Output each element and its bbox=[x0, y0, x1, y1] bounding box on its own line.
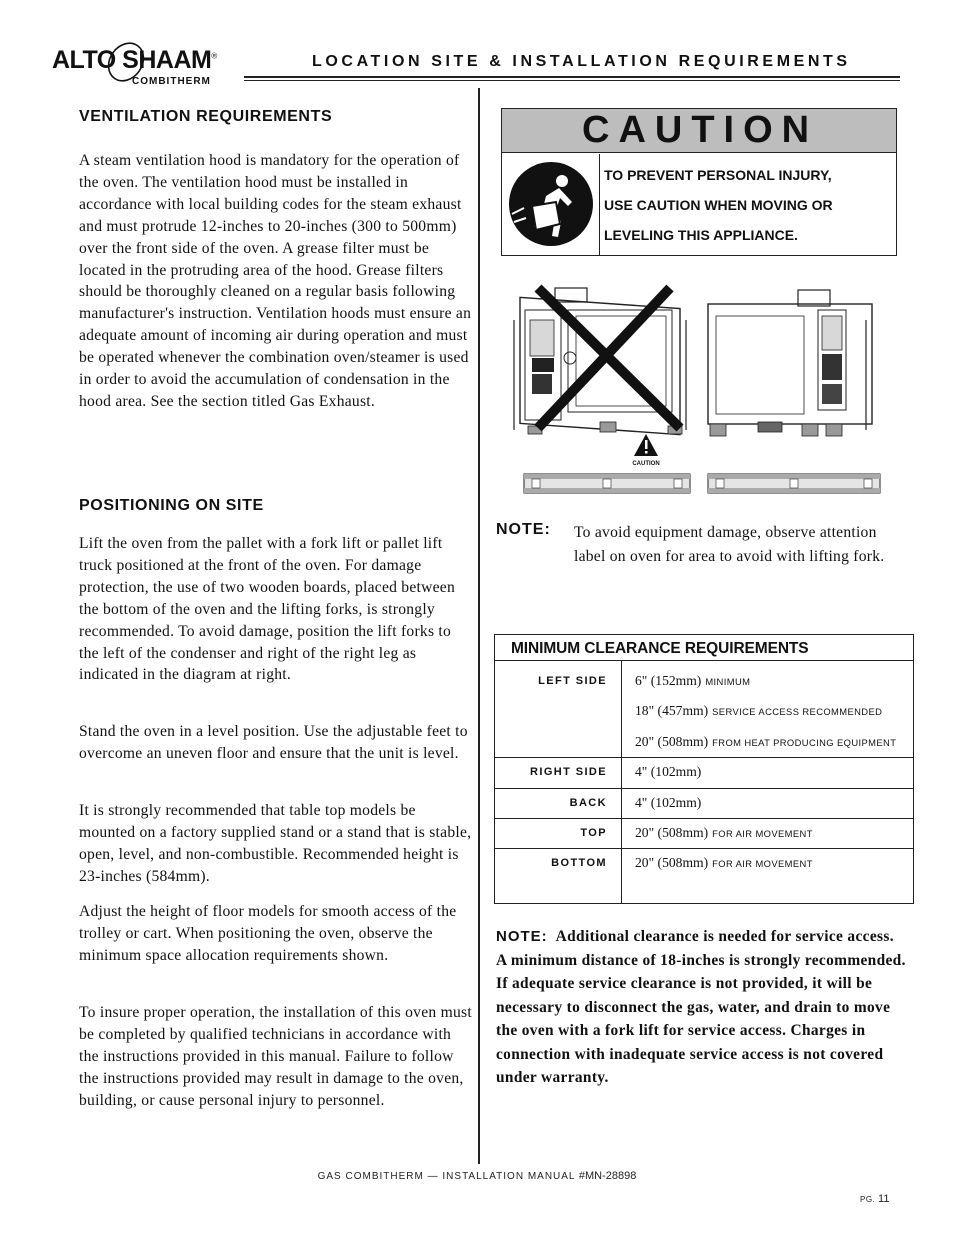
header-rule bbox=[244, 76, 900, 78]
row-label-right-side: RIGHT SIDE bbox=[530, 766, 607, 778]
positioning-paragraph-3: It is strongly recommended that table top models be mounted on a factory supplied stand or a stand that is stable, open, level, and non-combustible. Recommended height is 23-inches (584mm). bbox=[79, 802, 472, 885]
ventilation-paragraph: A steam ventilation hood is mandatory for the operation of the oven. The ventilation hood must be installed in accordance with local building codes for the steam exhaust and must protrude 12-inches to 20-inches (300 to 500mm) over the front side of the oven. A grease filter must be located in the protruding area of the hood. Grease filters should be thoroughly cleaned on a regular basis following manufacturer's instruction. Ventilation hoods must ensure an adequate amount of incoming air during operation and must be operated whenever the combination oven/steamer is used in order to avoid the accumulation of condensation in the hood area. See the section titled Gas Exhaust. bbox=[79, 152, 472, 410]
positioning-paragraph-2: Stand the oven in a level position. Use the adjustable feet to overcome an uneven floor and ensure that the unit is level. bbox=[79, 723, 468, 762]
logo-main-text: ALTO SHAAM® bbox=[52, 46, 217, 74]
page-number: PG. 11 bbox=[860, 1193, 890, 1205]
row-value-top: 20" (508mm) FOR AIR MOVEMENT bbox=[635, 825, 813, 840]
row-value-left-side-3: 20" (508mm) FROM HEAT PRODUCING EQUIPMENT bbox=[635, 734, 897, 749]
row-value-left-side-2: 18" (457mm) SERVICE ACCESS RECOMMENDED bbox=[635, 703, 883, 718]
column-divider bbox=[478, 88, 480, 1164]
positioning-paragraph-4: Adjust the height of floor models for smooth access of the trolley or cart. When positioning the oven, observe the minimum space allocation requirements shown. bbox=[79, 903, 457, 964]
oven-lifting-diagram bbox=[500, 280, 900, 502]
lifting-hazard-icon bbox=[502, 154, 600, 255]
logo-sub-text: COMBITHERM bbox=[132, 76, 211, 87]
caution-message bbox=[604, 160, 889, 250]
note1-label: NOTE: bbox=[496, 521, 551, 538]
footer-text: GAS COMBITHERM — INSTALLATION MANUAL bbox=[317, 1171, 576, 1182]
note2-label: NOTE: bbox=[496, 928, 548, 945]
row-value-right-side: 4" (102mm) bbox=[635, 764, 702, 779]
caution-line-3: LEVELING THIS APPLIANCE. bbox=[604, 227, 798, 243]
positioning-paragraph-1: Lift the oven from the pallet with a fork lift or pallet lift truck positioned at the front of the oven. For damage protection, the use of two wooden boards, placed between the bottom of the oven and the lifting forks, is strongly recommended. To avoid damage, position the lift forks to the left of the condenser and right of the right leg as indicated in the diagram at right. bbox=[79, 535, 456, 684]
alto-shaam-logo bbox=[52, 40, 232, 94]
row-value-back: 4" (102mm) bbox=[635, 795, 702, 810]
caution-line-1: TO PREVENT PERSONAL INJURY, bbox=[604, 167, 832, 183]
row-label-back: BACK bbox=[569, 797, 607, 809]
caution-icon-cell bbox=[502, 154, 600, 255]
positioning-paragraph-5: To insure proper operation, the installation of this oven must be completed by qualified technicians in accordance with the instructions provided in this manual. Failure to follow the instructions provided may result in damage to the oven, building, or cause personal injury to personnel. bbox=[79, 1004, 472, 1109]
service-access-note bbox=[496, 925, 906, 1090]
header-rule-thin bbox=[244, 80, 900, 81]
positioning-heading: POSITIONING ON SITE bbox=[79, 497, 264, 514]
caution-line-2: USE CAUTION WHEN MOVING OR bbox=[604, 197, 833, 213]
table-rule bbox=[495, 818, 913, 819]
clearance-table bbox=[494, 634, 914, 904]
page-title: LOCATION SITE & INSTALLATION REQUIREMENTS bbox=[312, 53, 851, 70]
note1-text: To avoid equipment damage, observe attention label on oven for area to avoid with lifting fork. bbox=[574, 524, 885, 565]
row-label-bottom: BOTTOM bbox=[551, 857, 607, 869]
table-rule bbox=[495, 757, 913, 758]
caution-label: CAUTION bbox=[632, 461, 660, 467]
row-value-left-side-1: 6" (152mm) MINIMUM bbox=[635, 673, 751, 688]
note2-text: Additional clearance is needed for service access. A minimum distance of 18-inches is strongly recommended. If adequate service clearance is not provided, it will be necessary to disconnect the gas, water, and drain to move the oven with a fork lift for service access. Charges in connection with inadequate service access is not covered under warranty. bbox=[496, 928, 906, 1086]
ventilation-heading: VENTILATION REQUIREMENTS bbox=[79, 108, 333, 125]
row-value-bottom: 20" (508mm) FOR AIR MOVEMENT bbox=[635, 855, 813, 870]
manual-number: #MN-28898 bbox=[578, 1170, 637, 1182]
row-label-top: TOP bbox=[580, 827, 607, 839]
footer bbox=[0, 1170, 954, 1182]
caution-title: CAUTION bbox=[502, 109, 896, 153]
oven-diagram-correct bbox=[708, 290, 880, 493]
clearance-table-title: MINIMUM CLEARANCE REQUIREMENTS bbox=[495, 635, 913, 661]
caution-box bbox=[501, 108, 897, 256]
oven-diagram-incorrect bbox=[514, 288, 690, 493]
table-divider bbox=[621, 661, 622, 903]
row-label-left-side: LEFT SIDE bbox=[538, 675, 607, 687]
table-rule bbox=[495, 848, 913, 849]
table-rule bbox=[495, 788, 913, 789]
